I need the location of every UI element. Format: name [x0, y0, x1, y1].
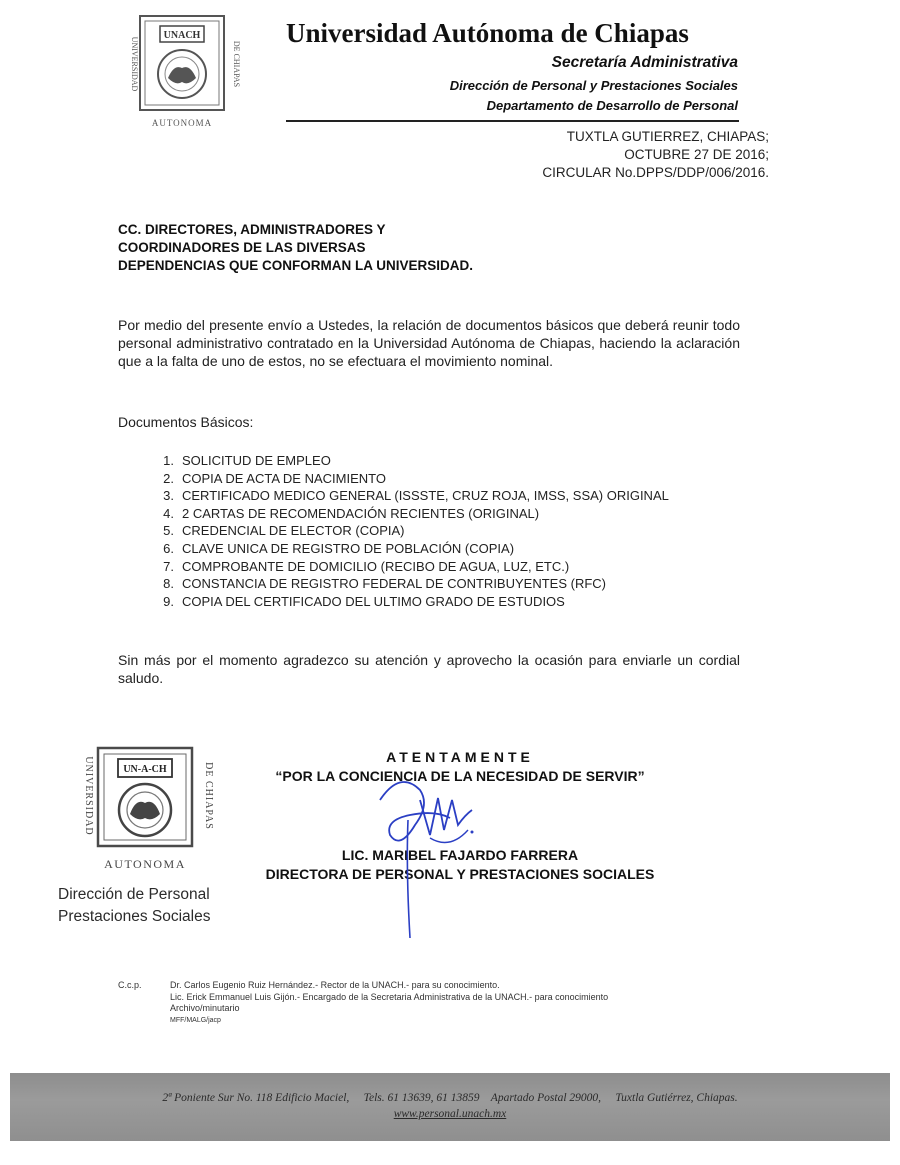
list-item: 8. CONSTANCIA DE REGISTRO FEDERAL DE CONTRIBUYENTES (RFC)	[163, 576, 606, 592]
footer-url[interactable]: www.personal.unach.mx	[393, 1108, 507, 1120]
ccp-line: Archivo/minutario	[170, 1003, 240, 1013]
university-seal-logo	[118, 14, 246, 132]
documents-list	[146, 452, 669, 610]
closing-paragraph: Sin más por el momento agradezco su atención y aprovecho la ocasión para enviarle un cordial saludo.	[118, 652, 740, 686]
date-line: OCTUBRE 27 DE 2016;	[624, 147, 769, 162]
ccp-label: C.c.p.	[118, 980, 142, 990]
addressee-line: DEPENDENCIAS QUE CONFORMAN LA UNIVERSIDAD.	[118, 258, 474, 273]
department-name: Departamento de Desarrollo de Personal	[486, 98, 738, 113]
addressee-line: CC. DIRECTORES, ADMINISTRADORES Y	[118, 222, 386, 237]
ccp-block	[170, 980, 608, 1026]
stamp-seal-logo	[70, 744, 220, 874]
list-item: 3. CERTIFICADO MEDICO GENERAL (ISSSTE, CRUZ ROJA, IMSS, SSA) ORIGINAL	[163, 488, 669, 504]
university-name: Universidad Autónoma de Chiapas	[286, 18, 689, 48]
list-item: 5. CREDENCIAL DE ELECTOR (COPIA)	[163, 523, 405, 539]
addressee-line: COORDINADORES DE LAS DIVERSAS	[118, 240, 366, 255]
svg-text:AUTONOMA: AUTONOMA	[151, 118, 213, 128]
closing-motto: “POR LA CONCIENCIA DE LA NECESIDAD DE SERVIR”	[275, 768, 645, 784]
documents-heading: Documentos Básicos:	[118, 414, 254, 430]
secretariat-name: Secretaría Administrativa	[551, 54, 738, 71]
list-item: 7. COMPROBANTE DE DOMICILIO (RECIBO DE AGUA, LUZ, ETC.)	[163, 558, 570, 574]
ccp-initials: MFF/MALG/jacp	[170, 1016, 221, 1024]
office-stamp	[58, 884, 211, 928]
list-item: 2. COPIA DE ACTA DE NACIMIENTO	[163, 470, 386, 486]
list-item: 9. COPIA DEL CERTIFICADO DEL ULTIMO GRADO DE ESTUDIOS	[163, 593, 565, 609]
ccp-line: Dr. Carlos Eugenio Ruiz Hernández.- Rector de la UNACH.- para su conocimiento.	[170, 980, 500, 990]
circular-number: CIRCULAR No.DPPS/DDP/006/2016.	[542, 165, 769, 180]
svg-text:DE CHIAPAS: DE CHIAPAS	[203, 762, 214, 830]
list-item: 4. 2 CARTAS DE RECOMENDACIÓN RECIENTES (ORIGINAL)	[163, 505, 540, 521]
closing-atentamente: ATENTAMENTE	[386, 749, 534, 765]
header-divider	[286, 120, 739, 122]
handwritten-signature	[360, 760, 490, 940]
stamp-line: Prestaciones Sociales	[58, 908, 211, 925]
signatory-position: DIRECTORA DE PERSONAL Y PRESTACIONES SOCIALES	[265, 866, 655, 882]
intro-paragraph: Por medio del presente envío a Ustedes, la relación de documentos básicos que deberá reunir todo personal administrativo contratado en la Universidad Autónoma de Chiapas, haciendo la aclaración que a la falta de uno de estos, no se efectuara el movimiento nominal.	[118, 317, 740, 369]
svg-text:DE CHIAPAS: DE CHIAPAS	[232, 40, 241, 88]
svg-text:AUTONOMA: AUTONOMA	[104, 857, 186, 871]
svg-text:UN-A-CH: UN-A-CH	[123, 764, 167, 775]
direction-name: Dirección de Personal y Prestaciones Sociales	[449, 78, 738, 93]
list-item: 1. SOLICITUD DE EMPLEO	[163, 453, 331, 468]
place-date-block	[542, 128, 769, 182]
signatory-name: LIC. MARIBEL FAJARDO FARRERA	[341, 847, 579, 863]
svg-text:UNIVERSIDAD: UNIVERSIDAD	[83, 756, 94, 836]
footer-address: 2ª Poniente Sur No. 118 Edificio Maciel, Tels. 61 13639, 61 13859 Apartado Postal 29000, Tuxtla Gutiérrez, Chiapas.	[162, 1092, 738, 1104]
svg-text:UNIVERSIDAD: UNIVERSIDAD	[130, 36, 139, 92]
place-line: TUXTLA GUTIERREZ, CHIAPAS;	[566, 129, 769, 144]
addressee-block	[118, 221, 473, 275]
footer-text	[10, 1090, 890, 1122]
ccp-line: Lic. Erick Emmanuel Luis Gijón.- Encargado de la Secretaria Administrativa de la UNACH.- para conocimiento	[170, 991, 609, 1002]
list-item: 6. CLAVE UNICA DE REGISTRO DE POBLACIÓN (COPIA)	[163, 540, 515, 556]
svg-text:UNACH: UNACH	[163, 30, 201, 41]
stamp-line: Dirección de Personal	[58, 886, 210, 903]
